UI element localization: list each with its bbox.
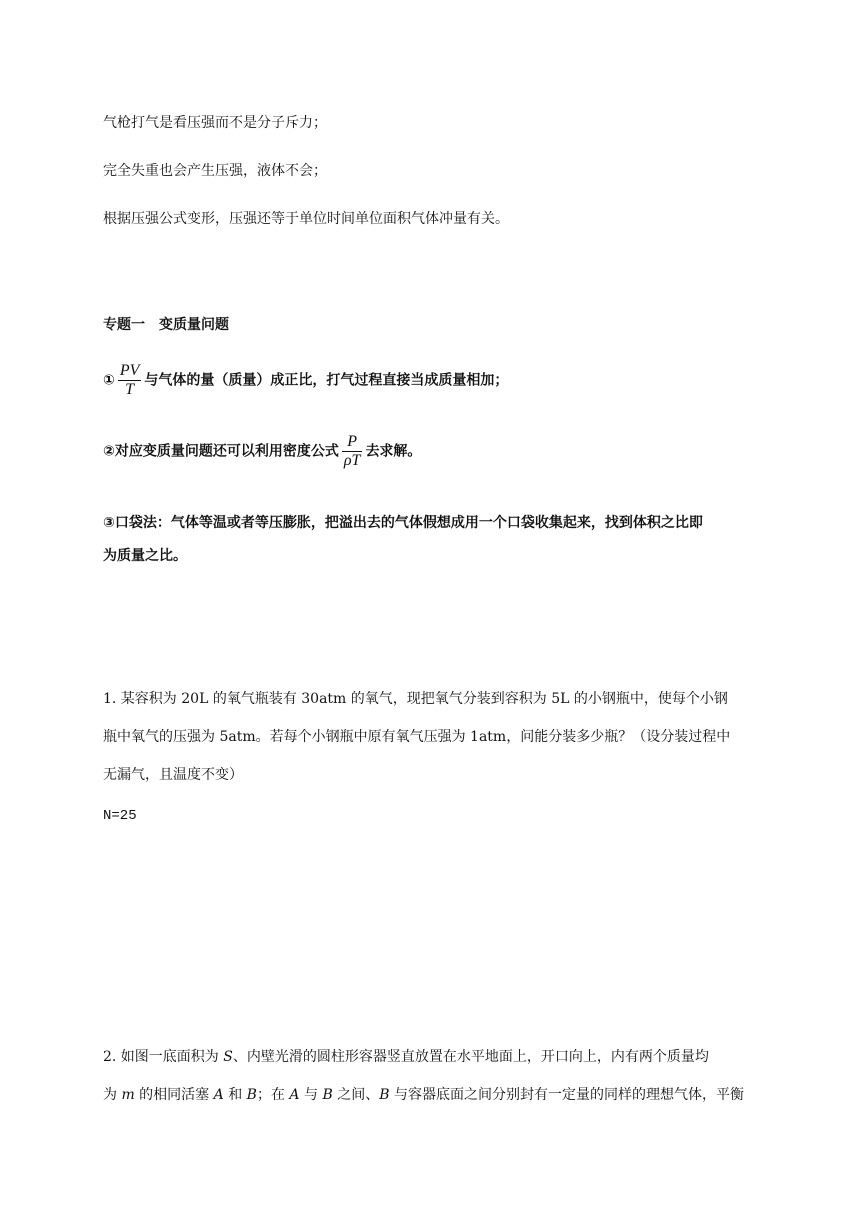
text-segment: 的相同活塞 — [134, 1087, 214, 1103]
note-line-2: 完全失重也会产生压强，液体不会； — [103, 163, 327, 179]
pv-over-t-fraction — [118, 362, 142, 399]
text-segment: 为 — [103, 1087, 122, 1103]
text-segment: 与容器底面之间分别封有一定量的同样的理想气体，平衡 — [389, 1087, 744, 1103]
point-2-text: ②对应变质量问题还可以利用密度公式 — [103, 443, 339, 460]
var-A: A — [289, 1087, 300, 1103]
note-line-3: 根据压强公式变形，压强还等于单位时间单位面积气体冲量有关。 — [103, 211, 509, 227]
fraction-numerator: PV — [119, 362, 140, 379]
text-segment: 之间、 — [332, 1087, 380, 1103]
point-1 — [103, 362, 508, 399]
problem-2-line-2 — [103, 1084, 744, 1104]
point-1-marker: ① — [103, 372, 115, 389]
fraction-numerator: P — [342, 433, 363, 452]
text-segment: 和 — [223, 1087, 247, 1103]
var-m: m — [121, 1087, 135, 1103]
text-segment: ；在 — [256, 1087, 290, 1103]
problem-1-line-3: 无漏气，且温度不变） — [103, 767, 243, 783]
point-3-line-2: 为质量之比。 — [103, 548, 187, 564]
point-1-text: 与气体的量（质量）成正比，打气过程直接当成质量相加； — [144, 372, 509, 389]
note-line-1: 气枪打气是看压强而不是分子斥力； — [103, 115, 327, 131]
density-fraction — [342, 433, 363, 470]
text-segment: 、内壁光滑的圆柱形容器竖直放置在水平地面上，开口向上，内有两个质量均 — [232, 1049, 709, 1065]
var-B: B — [322, 1087, 333, 1103]
point-2 — [103, 433, 421, 470]
fraction-denominator: T — [125, 381, 135, 398]
point-2-after: 去求解。 — [365, 443, 422, 460]
var-B: B — [379, 1087, 390, 1103]
fraction-denominator: ρT — [343, 452, 361, 469]
problem-1-line-2: 瓶中氧气的压强为 5atm。若每个小钢瓶中原有氧气压强为 1atm，问能分装多少瓶？（设分装过程中 — [103, 729, 731, 745]
problem-1-answer: N=25 — [103, 808, 137, 824]
text-segment: 与 — [299, 1087, 323, 1103]
section-title: 专题一 变质量问题 — [103, 317, 229, 333]
var-S: S — [223, 1049, 233, 1065]
text-segment: 2. 如图一底面积为 — [103, 1049, 224, 1065]
var-B: B — [246, 1087, 257, 1103]
problem-2-line-1 — [103, 1046, 709, 1066]
point-3-line-1: ③口袋法：气体等温或者等压膨胀，把溢出去的气体假想成用一个口袋收集起来，找到体积之比即 — [103, 515, 703, 531]
problem-1-line-1: 1. 某容积为 20L 的氧气瓶装有 30atm 的氧气，现把氧气分装到容积为 5L 的小钢瓶中，使每个小钢 — [103, 691, 728, 707]
var-A: A — [213, 1087, 224, 1103]
